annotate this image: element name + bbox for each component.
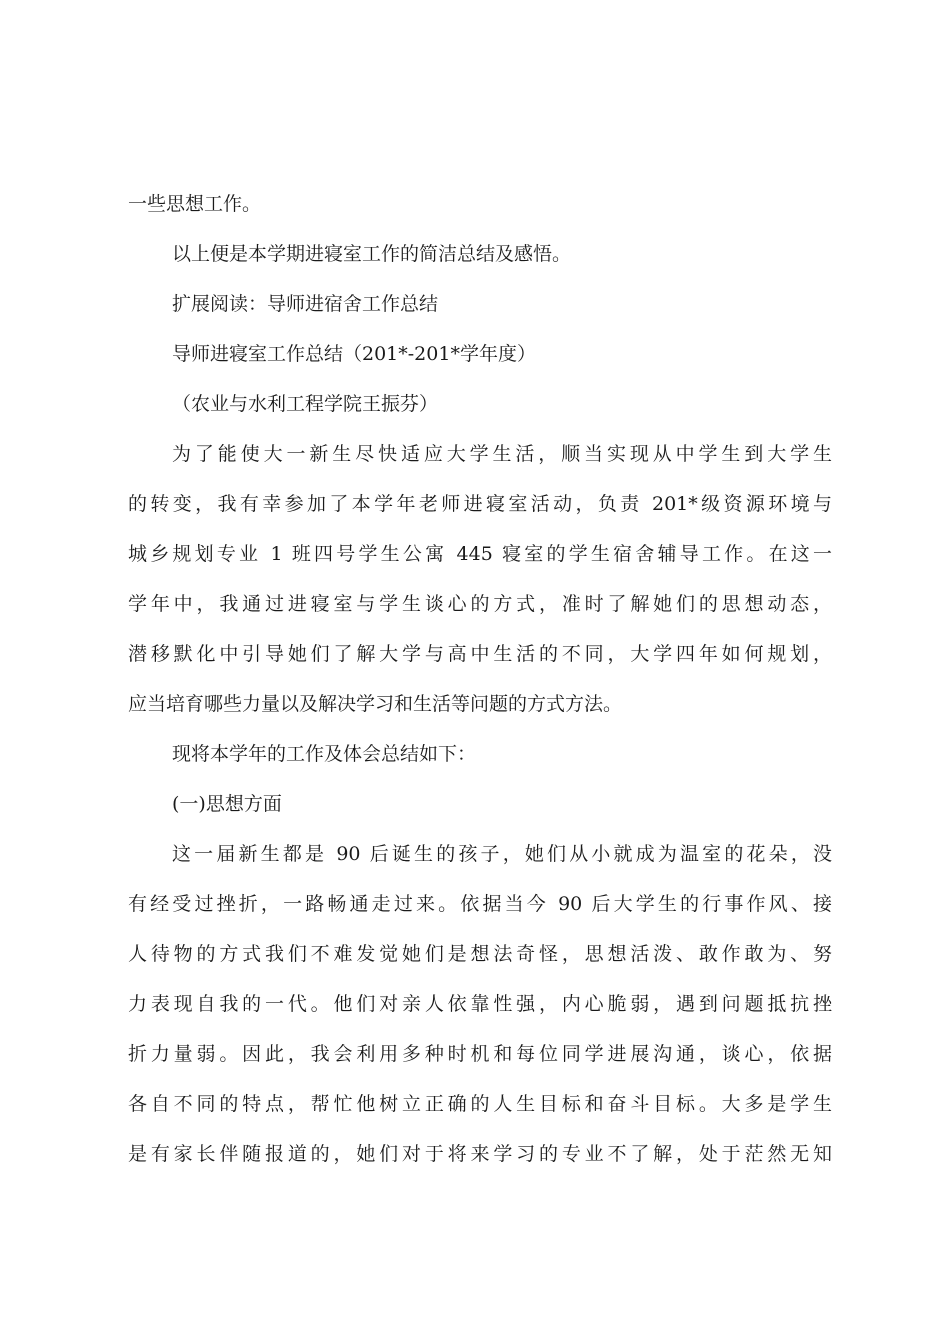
paragraph-line: 学年中，我通过进寝室与学生谈心的方式，准时了解她们的思想动态， xyxy=(128,593,832,615)
paragraph-line: 潜移默化中引导她们了解大学与高中生活的不同，大学四年如何规划， xyxy=(128,643,832,665)
paragraph-line: 为了能使大一新生尽快适应大学生活，顺当实现从中学生到大学生 xyxy=(172,443,832,465)
paragraph-line: 应当培育哪些力量以及解决学习和生活等问题的方式方法。 xyxy=(128,693,623,715)
subsection-heading: (一)思想方面 xyxy=(172,793,282,815)
text-line: 一些思想工作。 xyxy=(128,193,262,215)
paragraph-line: 现将本学年的工作及体会总结如下： xyxy=(172,743,477,765)
paragraph-line: 城乡规划专业 1 班四号学生公寓 445 寝室的学生宿舍辅导工作。在这一 xyxy=(128,543,832,565)
paragraph-line: 有经受过挫折，一路畅通走过来。依据当今 90 后大学生的行事作风、接 xyxy=(128,893,832,915)
text-line: 以上便是本学期进寝室工作的简洁总结及感悟。 xyxy=(172,243,572,265)
paragraph-line: 的转变，我有幸参加了本学年老师进寝室活动，负责 201*级资源环境与 xyxy=(128,493,832,515)
document-title: 导师进寝室工作总结（201*-201*学年度） xyxy=(172,343,536,365)
paragraph-line: 这一届新生都是 90 后诞生的孩子，她们从小就成为温室的花朵，没 xyxy=(172,843,832,865)
paragraph-line: 人待物的方式我们不难发觉她们是想法奇怪，思想活泼、敢作敢为、努 xyxy=(128,943,832,965)
paragraph-line: 是有家长伴随报道的，她们对于将来学习的专业不了解，处于茫然无知 xyxy=(128,1143,832,1165)
paragraph-line: 折力量弱。因此，我会利用多种时机和每位同学进展沟通，谈心，依据 xyxy=(128,1043,832,1065)
section-heading: 扩展阅读：导师进宿舍工作总结 xyxy=(172,293,439,315)
paragraph-line: 力表现自我的一代。他们对亲人依靠性强，内心脆弱，遇到问题抵抗挫 xyxy=(128,993,832,1015)
author-line: （农业与水利工程学院王振芬） xyxy=(172,393,439,415)
paragraph-line: 各自不同的特点，帮忙他树立正确的人生目标和奋斗目标。大多是学生 xyxy=(128,1093,832,1115)
